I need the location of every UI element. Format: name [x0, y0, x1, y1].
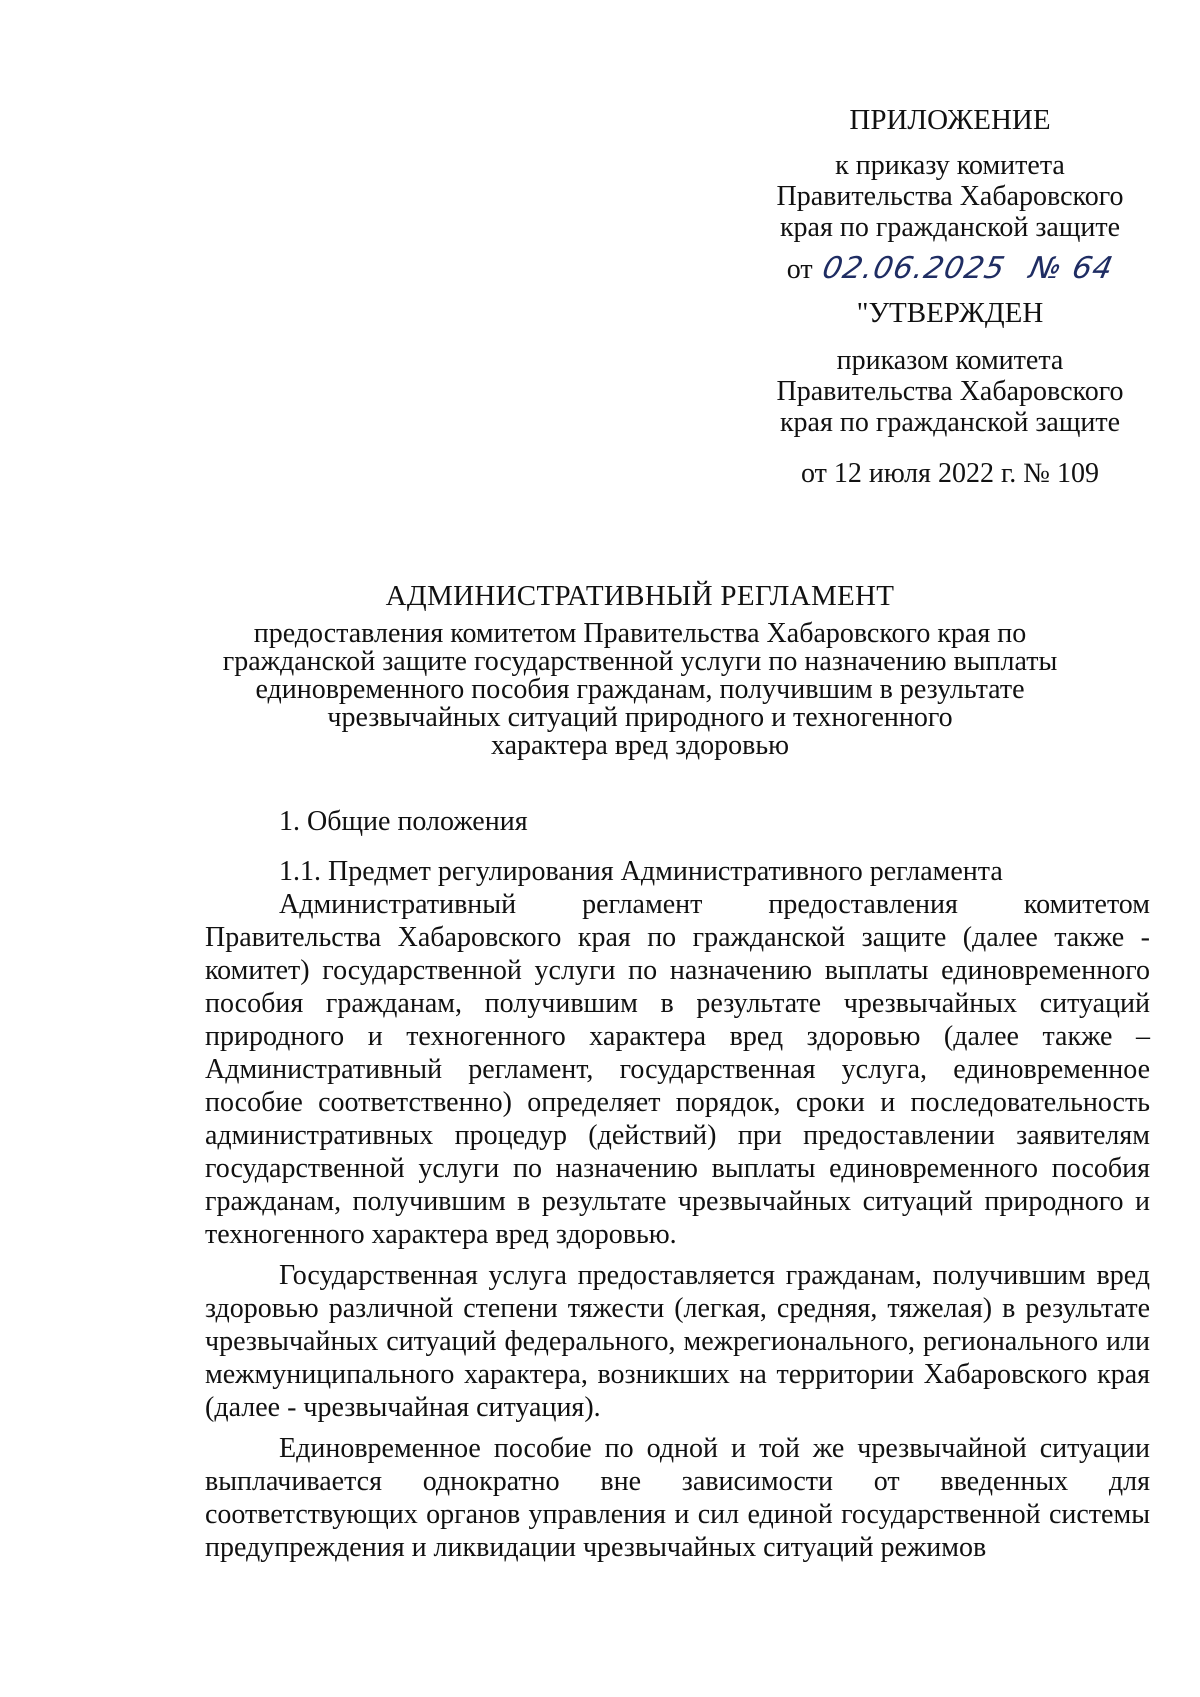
approved-line: Правительства Хабаровского [776, 376, 1124, 407]
subtitle-line: характера вред здоровью [490, 730, 790, 761]
approved-line: края по гражданской защите [779, 407, 1121, 438]
approved-header [760, 298, 1140, 489]
appendix-order-line [760, 253, 1140, 295]
appendix-line: края по гражданской защите [779, 212, 1121, 243]
appendix-title: ПРИЛОЖЕНИЕ [849, 104, 1051, 136]
order-prefix: от [786, 254, 813, 285]
appendix-header [760, 105, 1140, 295]
appendix-line: Правительства Хабаровского [776, 181, 1124, 212]
body-paragraph: Административный регламент предоставления комитетом Правительства Хабаровского края по гражданской защите (далее также - комитет) государственной услуги по назначению выплаты единовременного пособия гражданам, получившим в результате чрезвычайных ситуаций природного и техногенного характера вред здоровью (далее также – Административный регламент, государственная услуга, единовременное пособие соответственно) определяет порядок, сроки и последовательность административных процедур (действий) при предоставлении заявителям государственной услуги по назначению выплаты единовременного пособия гражданам, получившим в результате чрезвычайных ситуаций природного и техногенного характера вред здоровью. [205, 889, 1150, 1250]
document-subtitle [200, 620, 1080, 760]
subsection-heading: 1.1. Предмет регулирования Административного регламента [279, 856, 1003, 887]
subtitle-line: гражданской защите государственной услуги по назначению выплаты [222, 646, 1058, 677]
subtitle-line: чрезвычайных ситуаций природного и техногенного [327, 702, 953, 733]
section-heading: 1. Общие положения [279, 806, 528, 837]
approved-date: от 12 июля 2022 г. № 109 [801, 458, 1099, 489]
appendix-line: к приказу комитета [835, 150, 1065, 181]
subtitle-line: единовременного пособия гражданам, получившим в результате [255, 674, 1025, 705]
approved-title: "УТВЕРЖДЕН [856, 297, 1044, 329]
body-paragraph: Единовременное пособие по одной и той же чрезвычайной ситуации выплачивается однократно вне зависимости от введенных для соответствующих органов управления и сил единой государственной системы предупреждения и ликвидации чрезвычайных ситуаций режимов [205, 1433, 1150, 1563]
body-paragraph: Государственная услуга предоставляется гражданам, получившим вред здоровью различной степени тяжести (легкая, средняя, тяжелая) в результате чрезвычайных ситуаций федерального, межрегионального, регионального или межмуниципального характера, возникших на территории Хабаровского края (далее - чрезвычайная ситуация). [205, 1260, 1150, 1423]
subtitle-line: предоставления комитетом Правительства Хабаровского края по [253, 618, 1027, 649]
document-body [205, 805, 1150, 1564]
approved-line: приказом комитета [836, 345, 1064, 376]
handwritten-date: 02.06.2025 [818, 251, 1009, 286]
handwritten-number: № 64 [1026, 251, 1118, 286]
document-title: АДМИНИСТРАТИВНЫЙ РЕГЛАМЕНТ [385, 580, 895, 612]
